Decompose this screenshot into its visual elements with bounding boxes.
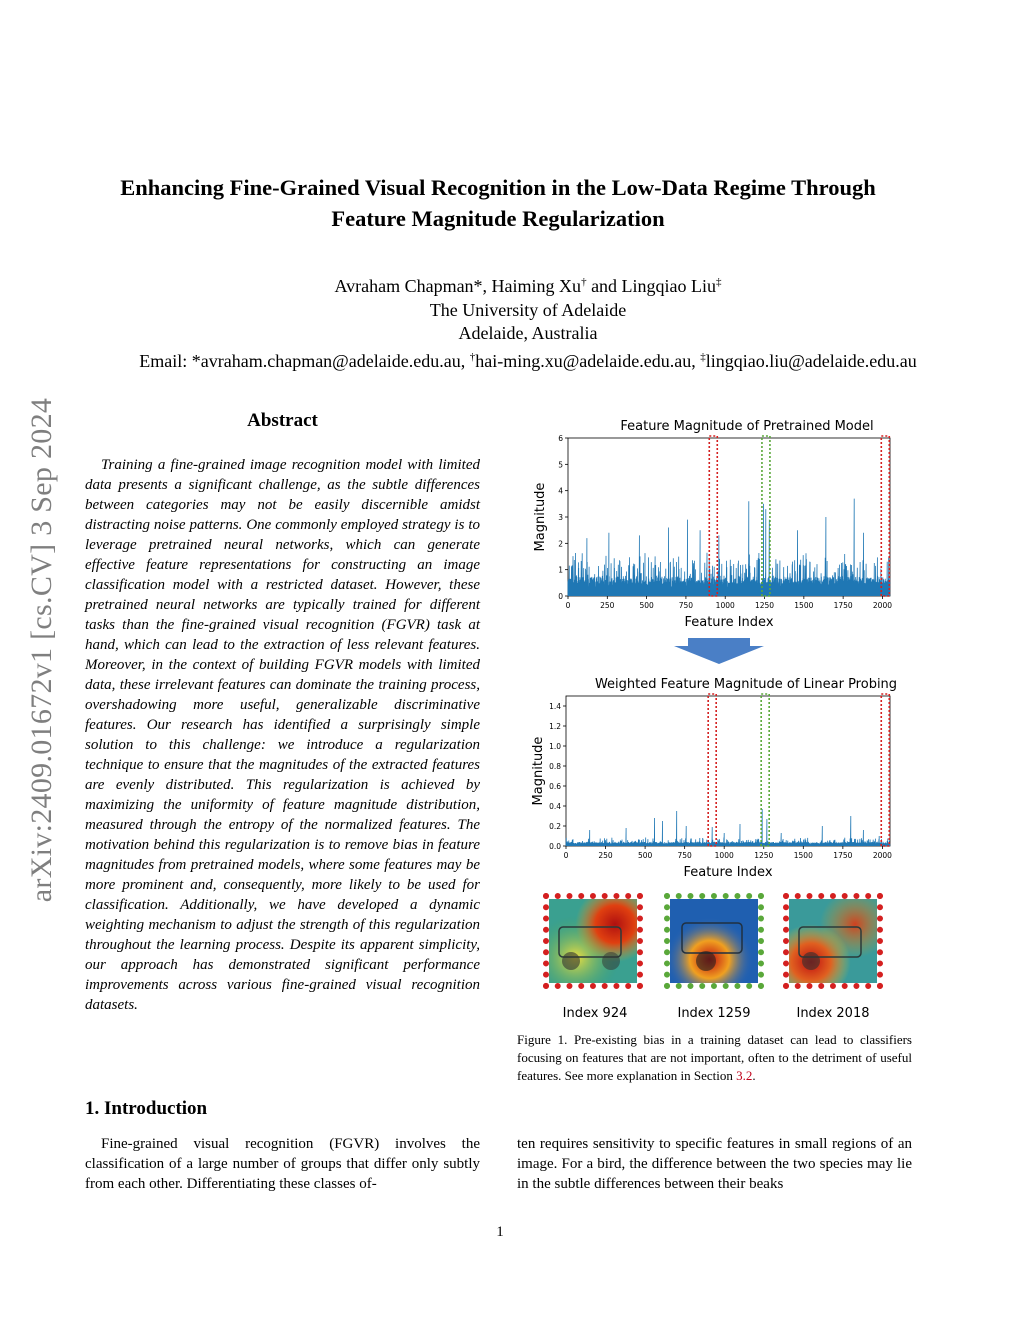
thumb-label-924: Index 924 xyxy=(562,1006,628,1021)
chart-pretrained-magnitude xyxy=(533,419,892,630)
email-1: Email: *avraham.chapman@adelaide.edu.au, xyxy=(139,350,470,371)
thumb-label-2018: Index 2018 xyxy=(796,1006,870,1021)
email-3: lingqiao.liu@adelaide.edu.au xyxy=(705,350,917,371)
arxiv-sidebar xyxy=(18,360,66,940)
abstract-heading: Abstract xyxy=(247,410,318,431)
x-tick-label: 500 xyxy=(637,851,653,860)
title-line-2: Feature Magnitude Regularization xyxy=(331,206,665,231)
introduction-text-left: Fine-grained visual recognition (FGVR) involves the classification of a large number of groups that differ only subtly from each other. Differentiating these classes of- xyxy=(85,1136,480,1192)
y-tick-label: 0.4 xyxy=(549,802,561,811)
y-tick-label: 1.0 xyxy=(549,742,561,751)
y-tick-label: 1.4 xyxy=(549,702,561,711)
author-names xyxy=(80,271,976,299)
y-tick-label: 0.6 xyxy=(549,782,561,791)
y-tick-label: 4 xyxy=(558,486,563,496)
heatmap-image-924 xyxy=(549,899,637,983)
x-tick-label: 750 xyxy=(677,851,692,860)
x-tick-label: 0 xyxy=(563,851,569,860)
y-axis-label: Magnitude xyxy=(531,736,546,806)
highlight-box-924 xyxy=(708,694,716,846)
down-arrow-icon xyxy=(674,638,764,664)
y-tick-label: 0.0 xyxy=(549,842,561,851)
x-tick-label: 250 xyxy=(600,601,615,610)
plot-frame xyxy=(566,696,890,846)
x-tick-label: 0 xyxy=(565,601,571,610)
page-number: 1 xyxy=(496,1224,504,1240)
heatmap-index-1259 xyxy=(664,893,764,989)
caption-text: Figure 1. Pre-existing bias in a training dataset can lead to classifiers focusing on features that are not important, often to the detriment of useful features. See more explanation in Section xyxy=(517,1032,912,1083)
dagger-mark-2: † xyxy=(469,350,476,363)
thumb-label-1259: Index 1259 xyxy=(677,1006,751,1021)
x-tick-label: 1750 xyxy=(833,851,853,860)
highlight-box-2018 xyxy=(881,436,889,596)
x-axis-label: Feature Index xyxy=(683,865,773,880)
affiliation: The University of Adelaide xyxy=(429,299,627,320)
x-axis-label: Feature Index xyxy=(684,615,774,630)
x-tick-label: 500 xyxy=(639,601,654,610)
heatmap-image-2018 xyxy=(789,899,877,983)
figure-1-charts xyxy=(520,410,920,890)
x-tick-label: 1000 xyxy=(714,851,734,860)
abstract-body: Training a fine-grained image recognition model with limited data presents a significant challenge, as the subtle differences between categories may not be easily discernible amidst distracting noise patterns. One commonly employed strategy is to leverage pretrained neural networks, which can generate effective feature representations for constructing an image classification model with a restricted dataset. However, these pretrained neural networks are typically trained for different tasks than the fine-grained visual recognition (FGVR) task at hand, which can lead to the extraction of less relevant features. Moreover, in the context of building FGVR models with limited data, these irrelevant features can dominate the training process, overshadowing more useful, generalizable discriminative features. Our research has identified a surprisingly simple solution to this challenge: we introduce a regularization technique to ensure that the magnitudes of the extracted features are evenly distributed. This regularization is achieved by maximizing the uniformity of feature magnitude distribution, measured through the entropy of the normalized features. The motivation behind this regularization is to remove bias in feature magnitudes from pretrained models, where some features may be more prominent and, consequently, more likely to be used for classification. Additionally, we have developed a dynamic weighting mechanism to adjust the strength of this regularization throughout the learning process. Despite its apparent simplicity, our approach has demonstrated significant performance improvements across various fine-grained visual recognition datasets. xyxy=(85,457,480,1013)
y-tick-label: 1 xyxy=(558,565,563,575)
chart-title: Feature Magnitude of Pretrained Model xyxy=(620,419,874,434)
paper-title xyxy=(80,172,916,234)
caption-end: . xyxy=(752,1068,756,1083)
location: Adelaide, Australia xyxy=(458,323,598,343)
author-block xyxy=(80,271,976,373)
x-tick-label: 2000 xyxy=(872,601,892,610)
y-tick-label: 1.2 xyxy=(549,722,561,731)
author-last: and Lingqiao Liu xyxy=(586,276,717,296)
x-tick-label: 1250 xyxy=(754,851,774,860)
highlight-box-2018 xyxy=(881,694,889,846)
x-tick-label: 1250 xyxy=(754,601,775,610)
arxiv-identifier: arXiv:2409.01672v1 [cs.CV] 3 Sep 2024 xyxy=(25,397,58,903)
title-line-1: Enhancing Fine-Grained Visual Recognition in the Low-Data Regime Through xyxy=(120,175,876,200)
series-line xyxy=(568,499,890,596)
x-tick-label: 250 xyxy=(598,851,613,860)
x-tick-label: 1750 xyxy=(833,601,853,610)
y-tick-label: 6 xyxy=(558,434,563,443)
email-line xyxy=(80,346,976,374)
chart-linear-probing-magnitude xyxy=(531,677,897,880)
y-axis-label: Magnitude xyxy=(533,482,548,552)
author-list: Avraham Chapman*, Haiming Xu xyxy=(334,276,582,296)
x-tick-label: 1500 xyxy=(793,851,813,860)
series-line xyxy=(566,809,890,846)
highlight-box-924 xyxy=(709,436,717,596)
x-tick-label: 2000 xyxy=(872,851,892,860)
y-tick-label: 5 xyxy=(558,460,563,470)
heatmap-index-924 xyxy=(543,893,643,989)
y-tick-label: 2 xyxy=(558,539,563,549)
ddagger-mark-2: ‡ xyxy=(700,350,706,363)
x-tick-label: 1500 xyxy=(794,601,814,610)
x-tick-label: 1000 xyxy=(715,601,735,610)
heatmap-image-1259 xyxy=(670,899,758,983)
y-tick-label: 0.2 xyxy=(549,822,561,831)
x-tick-label: 750 xyxy=(678,601,694,610)
ddagger-mark: ‡ xyxy=(716,276,722,288)
heatmap-index-2018 xyxy=(783,893,883,989)
y-tick-label: 0.8 xyxy=(549,762,561,771)
chart-title: Weighted Feature Magnitude of Linear Probing xyxy=(594,677,898,692)
caption-section-link[interactable]: 3.2 xyxy=(736,1068,753,1083)
y-tick-label: 3 xyxy=(558,513,563,522)
introduction-text-right: ten requires sensitivity to specific features in small regions of an image. For a bird, the difference between the two species may lie in the subtle differences between their beaks xyxy=(517,1136,912,1192)
figure-caption xyxy=(517,1031,912,1085)
introduction-heading: 1. Introduction xyxy=(85,1098,208,1119)
email-2: hai-ming.xu@adelaide.edu.au, xyxy=(475,350,701,371)
dagger-mark: † xyxy=(581,276,587,288)
y-tick-label: 0 xyxy=(558,592,563,601)
